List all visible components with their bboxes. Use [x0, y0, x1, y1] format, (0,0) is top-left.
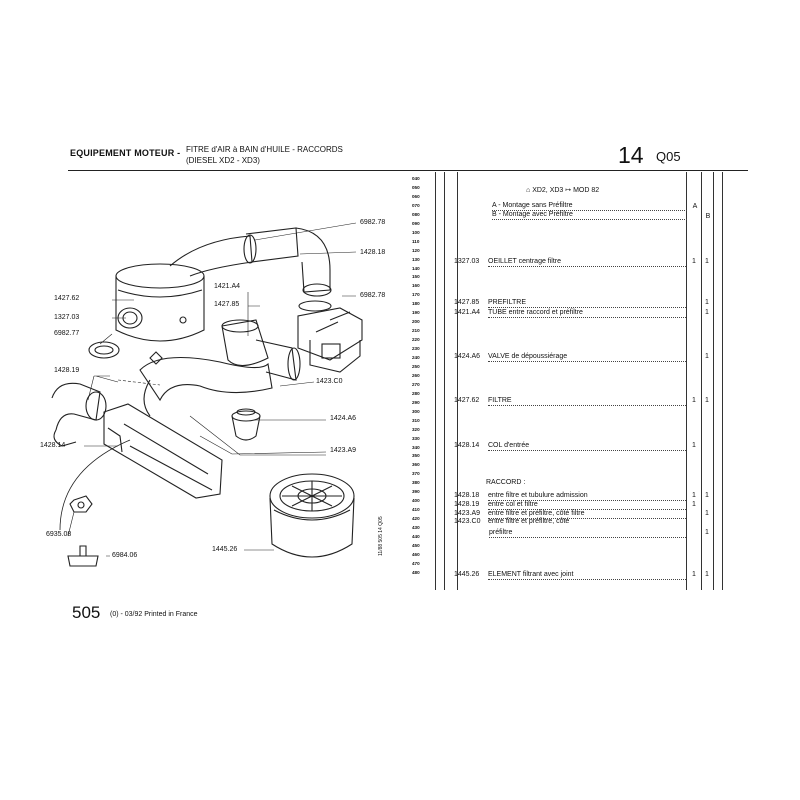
row-number: 330	[412, 435, 420, 441]
nut	[70, 496, 92, 512]
row-number: 200	[412, 319, 420, 325]
part-ref: 1428.14	[454, 442, 480, 449]
part-ref: 1428.18	[454, 492, 480, 499]
row-number: 130	[412, 256, 420, 262]
part-description: entre filtre et préfiltre, côté	[488, 518, 570, 525]
row-number: 210	[412, 328, 420, 334]
part-description: PREFILTRE	[488, 299, 686, 308]
callout-1428-18: 1428.18	[360, 249, 386, 256]
qty-a: 1	[692, 442, 696, 449]
part-description: TUBE entre raccord et préfiltre	[488, 309, 686, 318]
subtitle-line-1: FITRE d'AIR à BAIN d'HUILE - RACCORDS	[186, 145, 343, 154]
row-number: 460	[412, 551, 420, 557]
qty-b: 1	[705, 510, 709, 517]
page-code: Q05	[656, 149, 681, 164]
qty-b: 1	[705, 309, 709, 316]
qty-a: 1	[692, 501, 696, 508]
row-number: 140	[412, 265, 420, 271]
clamp-small	[89, 342, 119, 358]
row-number: 320	[412, 426, 420, 432]
row-number: 240	[412, 355, 420, 360]
qty-b: 1	[705, 529, 709, 536]
part-description: VALVE de dépoussiérage	[488, 353, 686, 362]
row-number: 110	[412, 238, 420, 244]
row-number: 430	[412, 525, 420, 531]
part-ref: 1427.62	[454, 397, 480, 404]
callout-6935-08: 6935.08	[46, 531, 72, 538]
row-number: 070	[412, 202, 420, 208]
column-b-header: B	[705, 213, 711, 220]
row-number: 380	[412, 480, 420, 486]
row-number: 340	[412, 444, 420, 450]
row-number: 160	[412, 283, 420, 289]
row-number: 470	[412, 560, 420, 566]
callout-1423-a9: 1423.A9	[330, 447, 357, 454]
callout-6982-78-b: 6982.78	[360, 292, 386, 299]
part-ref: 1423.A9	[454, 510, 481, 517]
row-number: 400	[412, 498, 420, 504]
qty-a: 1	[692, 397, 696, 404]
engine-models: XD2, XD3	[532, 187, 564, 194]
part-description: COL d'entrée	[488, 442, 686, 451]
callout-1424-a6: 1424.A6	[330, 415, 357, 422]
qty-b: 1	[705, 299, 709, 306]
row-number: 360	[412, 462, 420, 468]
qty-b: 1	[705, 397, 709, 404]
callout-1327-03: 1327.03	[54, 314, 80, 321]
row-number: 100	[412, 229, 420, 235]
part-ref: 1427.85	[454, 299, 480, 306]
qty-b: 1	[705, 492, 709, 499]
callout-1445-26: 1445.26	[212, 546, 238, 553]
part-description: entre col et filtre	[488, 501, 686, 510]
qty-b: 1	[705, 258, 709, 265]
row-number: 120	[412, 247, 420, 253]
row-number: 250	[412, 363, 420, 369]
row-number: 370	[412, 471, 420, 477]
part-description: entre filtre et préfiltre, côté filtre	[488, 510, 686, 519]
side-code: 11/88 505 14 Q05	[378, 516, 384, 556]
row-number: 260	[412, 372, 420, 378]
row-number: 050	[412, 184, 420, 190]
footer-print-info: (0) - 03/92 Printed in France	[110, 611, 198, 618]
row-number: 040	[412, 176, 420, 181]
part-ref: 1423.C0	[454, 518, 481, 525]
option-b-label: B - Montage avec Préfiltre	[492, 211, 687, 220]
part-description: FILTRE	[488, 397, 686, 406]
valve	[232, 411, 260, 421]
part-description: entre filtre et tubulure admission	[488, 492, 686, 501]
subtitle-line-2: (DIESEL XD2 - XD3)	[186, 156, 260, 165]
part-description: RACCORD :	[486, 479, 526, 486]
callout-6982-78-a: 6982.78	[360, 219, 386, 226]
row-number: 390	[412, 489, 420, 495]
callout-1428-14: 1428.14	[40, 442, 66, 449]
clamp	[299, 301, 331, 311]
row-number: 290	[412, 399, 420, 405]
row-number: 220	[412, 337, 420, 343]
callout-1421-a4: 1421.A4	[214, 283, 241, 290]
manifold-block	[298, 308, 362, 360]
qty-b: 1	[705, 353, 709, 360]
row-number: 180	[412, 301, 420, 307]
row-number: 060	[412, 193, 420, 199]
part-ref: 1428.19	[454, 501, 480, 508]
row-number: 310	[412, 417, 420, 423]
row-number: 440	[412, 534, 420, 539]
row-number: 080	[412, 211, 420, 217]
footer-model: 505	[72, 603, 101, 622]
upper-hose	[170, 236, 252, 276]
row-number: 350	[412, 453, 420, 459]
row-number: 410	[412, 507, 420, 513]
part-description: OEILLET centrage filtre	[488, 258, 686, 267]
row-number: 230	[412, 346, 420, 352]
callout-1427-85: 1427.85	[214, 301, 240, 308]
qty-a: 1	[692, 258, 696, 265]
part-description: préfiltre	[489, 529, 686, 538]
qty-a: 1	[692, 571, 696, 578]
option-a-label: A - Montage sans Préfiltre	[492, 202, 687, 211]
callout-6982-77: 6982.77	[54, 330, 80, 337]
section-title: EQUIPEMENT MOTEUR -	[70, 148, 181, 158]
row-number: 190	[412, 310, 420, 316]
part-ref: 1424.A6	[454, 353, 481, 360]
part-description: ELEMENT filtrant avec joint	[488, 571, 686, 580]
row-number: 270	[412, 381, 420, 387]
arrow-icon: ↦	[565, 187, 572, 194]
engine-icon: ⌂	[526, 187, 531, 194]
mod-label: MOD 82	[573, 187, 600, 194]
row-number: 300	[412, 408, 420, 414]
prefilter-tube	[222, 320, 268, 366]
row-number: 280	[412, 390, 420, 396]
qty-b: 1	[705, 571, 709, 578]
callout-1428-19: 1428.19	[54, 367, 80, 374]
bolt	[68, 546, 98, 566]
qty-a: 1	[692, 492, 696, 499]
row-number: 150	[412, 274, 420, 280]
callout-1423-c0: 1423.C0	[316, 378, 343, 385]
part-ref: 1445.26	[454, 571, 480, 578]
column-a-header: A	[692, 203, 698, 210]
row-number: 090	[412, 220, 420, 226]
row-number: 420	[412, 516, 420, 522]
row-number: 170	[412, 292, 420, 298]
elbow-pipe	[52, 383, 100, 430]
part-ref: 1327.03	[454, 258, 480, 265]
row-number: 450	[412, 542, 420, 548]
callout-1427-62: 1427.62	[54, 295, 80, 302]
page-number: 14	[618, 142, 644, 168]
part-ref: 1421.A4	[454, 309, 481, 316]
callout-6984-06: 6984.06	[112, 552, 138, 559]
row-number: 480	[412, 569, 420, 575]
